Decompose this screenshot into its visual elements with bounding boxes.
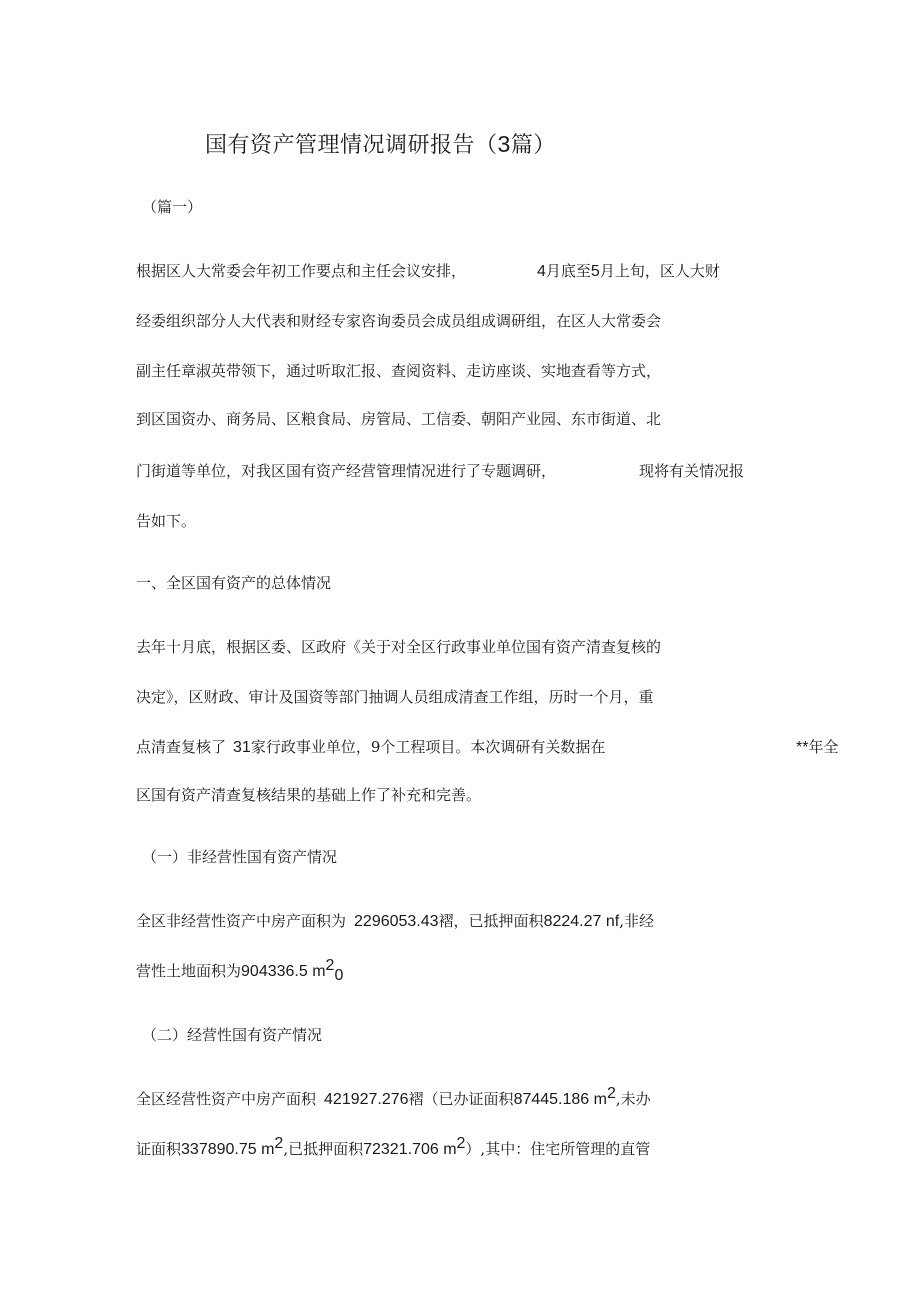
section-heading-1: 一、全区国有资产的总体情况	[136, 574, 332, 592]
text: 证面积	[136, 1140, 182, 1158]
number: **	[796, 739, 809, 756]
superscript: 2	[606, 1085, 616, 1102]
number: 31	[233, 739, 251, 756]
number: 72321.706 m	[363, 1141, 457, 1158]
paragraph-2-line-3b	[796, 737, 838, 758]
text: 全区经营性资产中房产面积	[136, 1090, 317, 1108]
text: ,已抵押面积	[283, 1140, 364, 1158]
number: 2296053.43	[354, 913, 439, 930]
number: 8224.27 nf	[543, 913, 620, 930]
text: 月上旬，区人大财	[599, 262, 720, 280]
number: 5	[590, 263, 600, 280]
number: 87445.186 m	[513, 1091, 607, 1108]
number: 904336.5 m	[241, 963, 326, 980]
text: ,未办	[615, 1090, 651, 1108]
document-title	[205, 128, 556, 162]
paragraph-3-line-1	[136, 911, 654, 932]
paragraph-1-line-1b	[537, 261, 720, 282]
text: 月底至	[545, 262, 591, 280]
superscript: 2	[456, 1135, 466, 1152]
text: 家行政事业单位，9个工程项目。本次调研有关数据在	[250, 738, 606, 756]
text: 褶（已办证面积	[408, 1090, 514, 1108]
paragraph-1-line-3: 副主任章淑英带领下，通过听取汇报、查阅资料、走访座谈、实地查看等方式，	[136, 362, 662, 380]
text: 全区非经营性资产中房产面积为	[136, 912, 347, 930]
title-text: 国有资产管理情况调研报告（	[205, 133, 498, 158]
text: ,非经	[619, 912, 654, 930]
title-text-end: 篇）	[510, 133, 556, 158]
paragraph-2-line-2: 决定》，区财政、审计及国资等部门抽调人员组成清查工作组，历时一个月，重	[136, 688, 654, 706]
text: 年全	[808, 738, 839, 756]
paragraph-2-line-3a	[136, 737, 605, 758]
title-number: 3	[497, 131, 511, 157]
number: 421927.276	[324, 1091, 409, 1108]
paragraph-4-line-1	[136, 1085, 651, 1110]
paragraph-1-line-6: 告如下。	[136, 512, 197, 530]
paragraph-1-line-2: 经委组织部分人大代表和财经专家咨询委员会成员组成调研组，在区人大常委会	[136, 312, 662, 330]
text: 褶，已抵押面积	[438, 912, 544, 930]
number: 4	[537, 263, 546, 280]
part-label: （篇一）	[142, 198, 203, 216]
paragraph-3-line-2	[136, 957, 344, 984]
paragraph-2-line-1: 去年十月底，根据区委、区政府《关于对全区行政事业单位国有资产清查复核的	[136, 638, 662, 656]
paragraph-1-line-1a: 根据区人大常委会年初工作要点和主任会议安排，	[136, 262, 467, 280]
number: 337890.75 m	[181, 1141, 275, 1158]
paragraph-4-line-2	[136, 1135, 651, 1160]
paragraph-1-line-5a: 门街道等单位，对我区国有资产经营管理情况进行了专题调研，	[136, 462, 557, 480]
paragraph-1-line-5b: 现将有关情况报	[639, 462, 745, 480]
superscript: 2	[325, 957, 335, 974]
paragraph-2-line-4: 区国有资产清查复核结果的基础上作了补充和完善。	[136, 786, 482, 804]
paragraph-1-line-4: 到区国资办、商务局、区粮食局、房管局、工信委、朝阳产业园、东市街道、北	[136, 410, 662, 428]
text: ）,其中：住宅所管理的直管	[465, 1140, 651, 1158]
superscript: 2	[274, 1135, 284, 1152]
subscript: 0	[334, 967, 344, 984]
text: 点清查复核了	[136, 738, 227, 756]
section-heading-3: （二）经营性国有资产情况	[142, 1026, 323, 1044]
text: 营性土地面积为	[136, 962, 242, 980]
section-heading-2: （一）非经营性国有资产情况	[142, 848, 338, 866]
